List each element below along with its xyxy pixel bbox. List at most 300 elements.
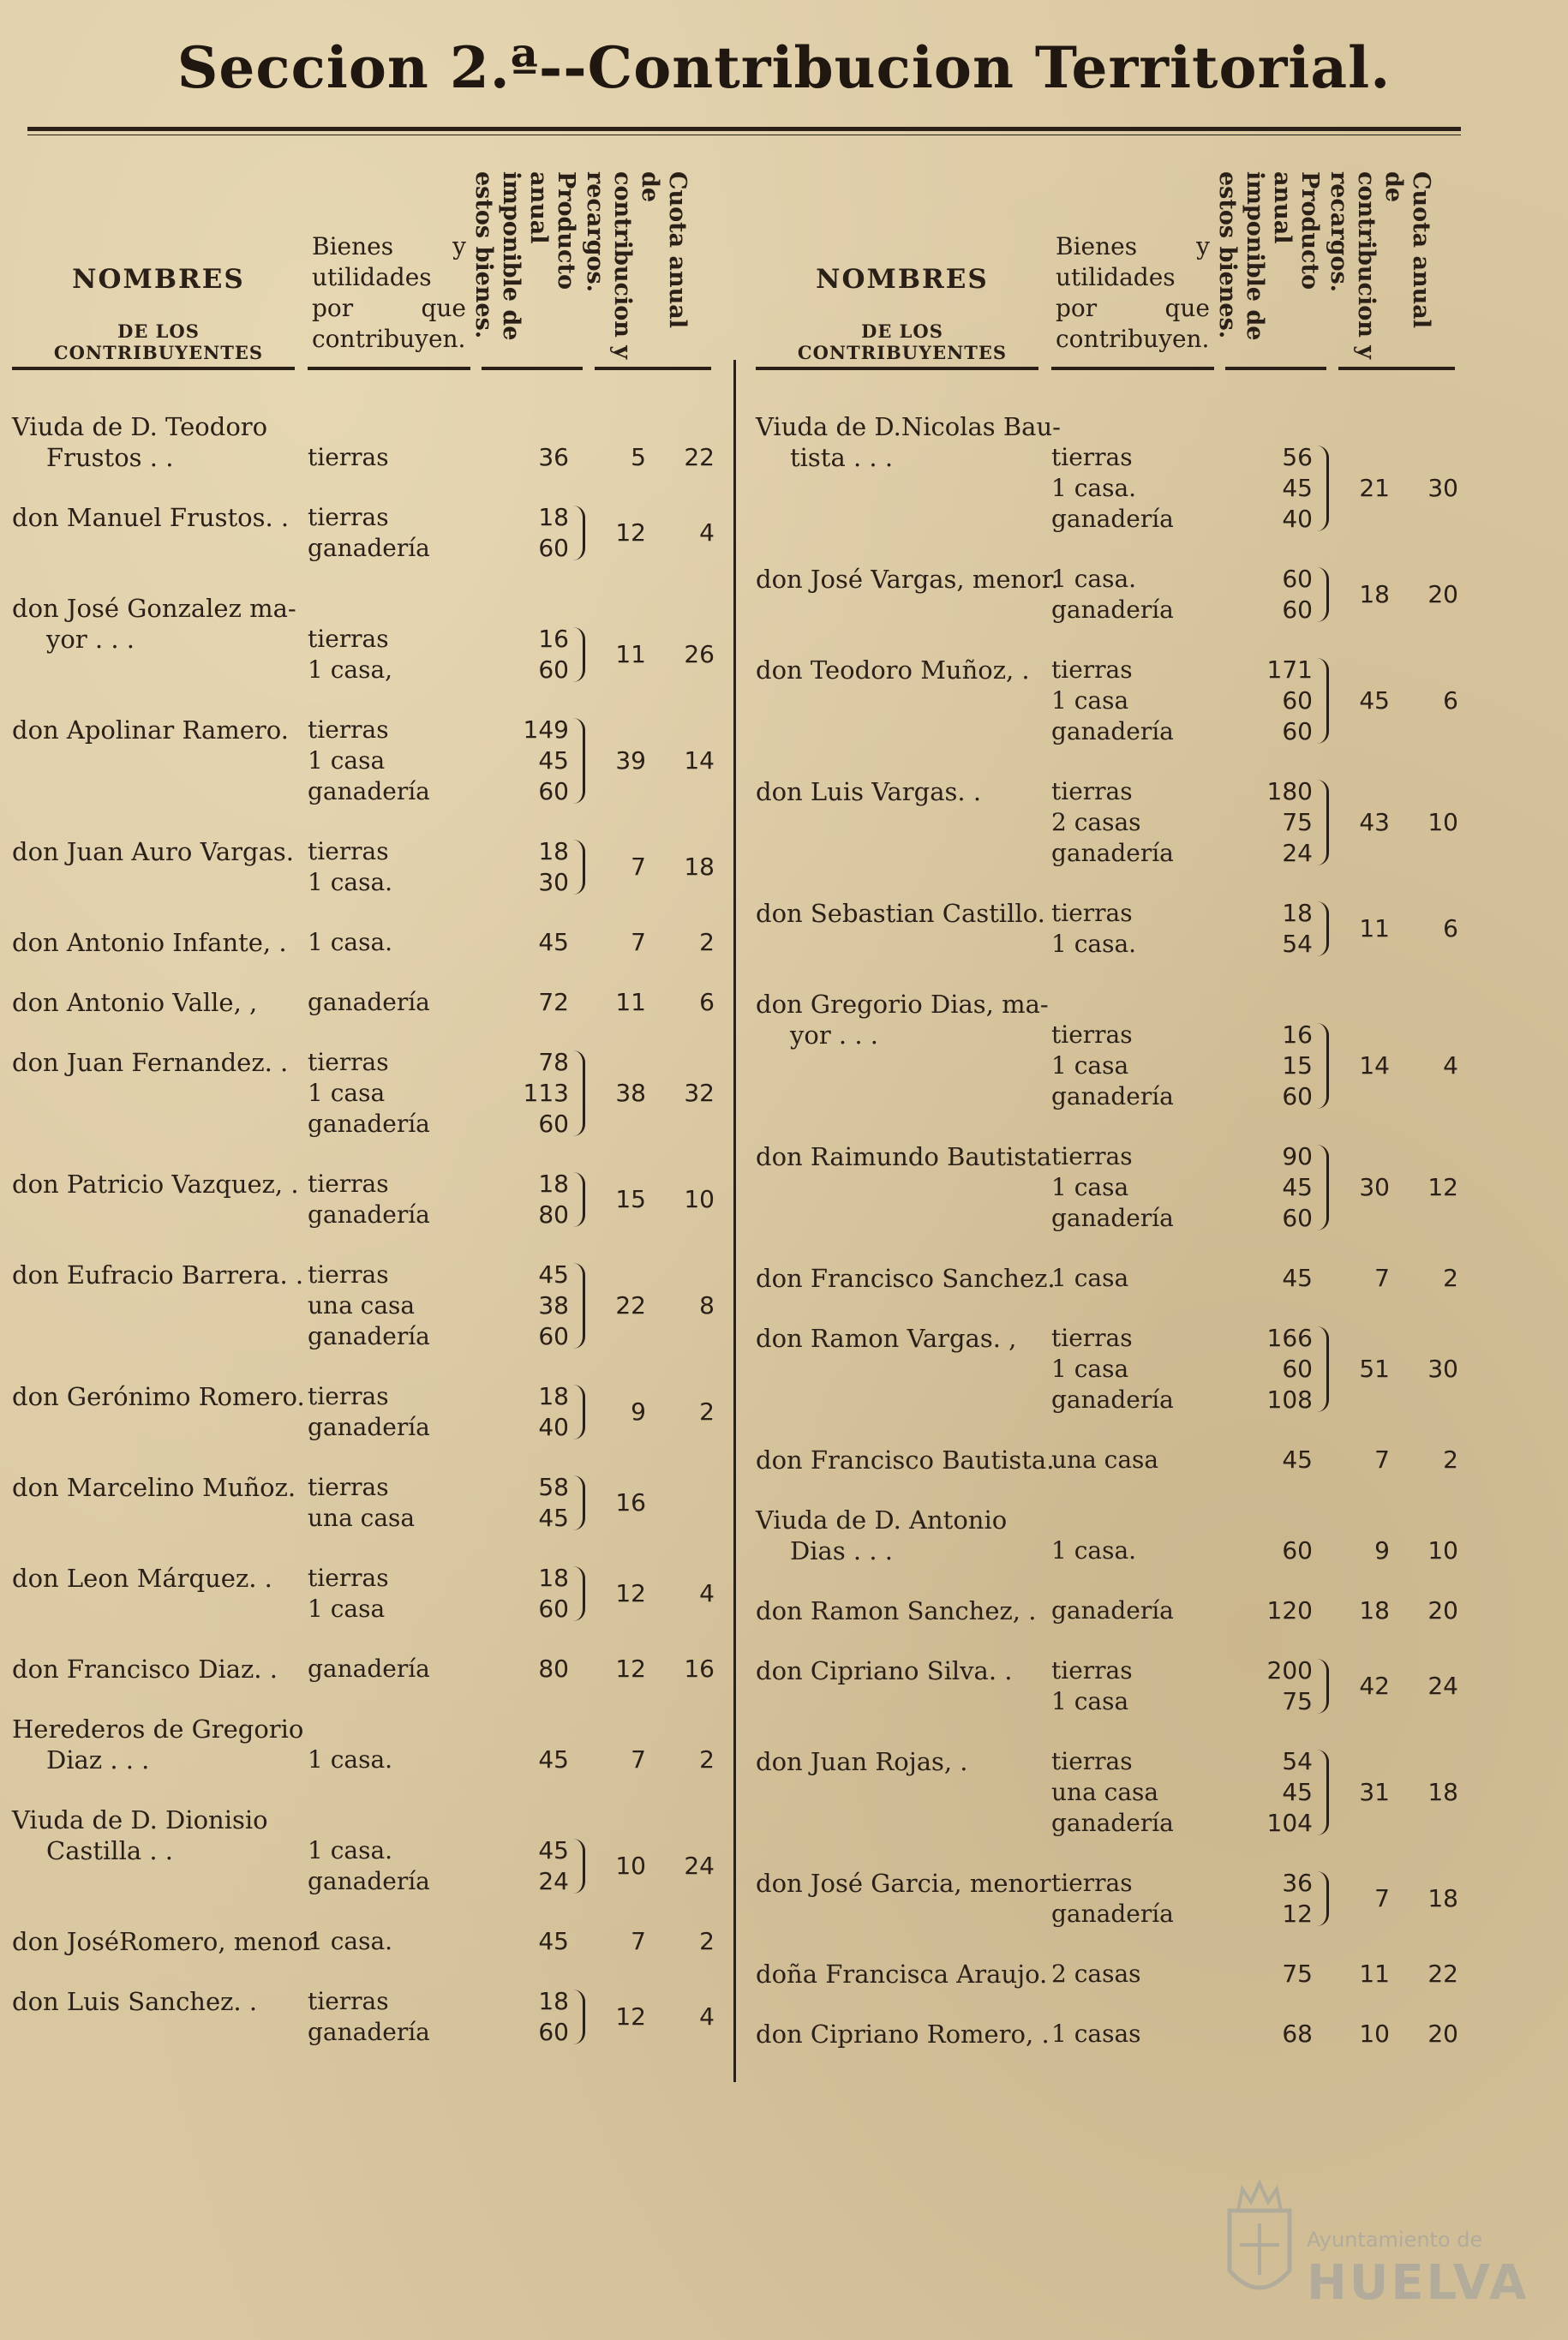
producto-value: 16 (538, 625, 569, 653)
contribuyente-name (12, 715, 303, 745)
cuota-maravedis: 18 (1427, 1884, 1458, 1912)
cuota-maravedis: 18 (684, 853, 715, 881)
name-line: Herederos de Gregorio (12, 1715, 304, 1744)
watermark-line2: HUELVA (1307, 2255, 1529, 2311)
bien-item: tierras (1051, 1747, 1133, 1775)
contribuyente-name (12, 1260, 303, 1290)
cuota-reales: 7 (631, 1745, 646, 1774)
column-divider (733, 360, 736, 2082)
bien-item: ganadería (308, 2018, 430, 2046)
contribuyente-name (756, 776, 1047, 807)
name-line: don Cipriano Romero, . (756, 2020, 1050, 2049)
header-producto (470, 171, 579, 360)
cuota-value (1347, 2019, 1458, 2050)
producto-list (492, 715, 569, 807)
bien-item: ganadería (1051, 839, 1174, 867)
producto-value: 60 (538, 655, 569, 684)
huelva-watermark (1212, 2168, 1529, 2322)
name-line: don Francisco Bautista. (756, 1445, 1055, 1475)
producto-value: 58 (538, 1473, 569, 1501)
producto-value: 171 (1266, 655, 1313, 684)
cuota-maravedis: 4 (1443, 1051, 1458, 1080)
bienes-list (308, 624, 479, 685)
list-item (12, 502, 720, 564)
producto-value: 45 (538, 1927, 569, 1955)
cuota-reales: 39 (615, 746, 646, 775)
name-line: don Luis Sanchez. . (12, 1987, 258, 2016)
producto-value: 68 (1282, 2020, 1313, 2048)
header-underline (12, 367, 295, 370)
producto-list (492, 1563, 569, 1625)
brace (1317, 1326, 1329, 1412)
cuota-maravedis: 10 (1427, 1536, 1458, 1565)
header-producto-text: Producto anual imponible de estos bienes. (470, 171, 579, 341)
name-line: don José Gonzalez ma- (12, 594, 296, 623)
cuota-value (1347, 1959, 1458, 1990)
list-item (12, 1804, 720, 1897)
bien-item: tierras (1051, 443, 1133, 471)
bienes-list (1051, 776, 1223, 869)
bien-item: 1 casa (1051, 1264, 1129, 1292)
brace (1317, 901, 1329, 956)
bien-item: 1 casa (308, 1079, 386, 1107)
cuota-reales: 12 (615, 2002, 646, 2031)
bien-item: tierras (308, 443, 389, 471)
name-line: Viuda de D. Dionisio (12, 1805, 268, 1834)
bien-item: tierras (308, 715, 389, 744)
cuota-value (603, 1078, 715, 1109)
cuota-reales: 18 (1359, 580, 1390, 608)
list-item (756, 411, 1463, 535)
producto-value: 104 (1266, 1809, 1313, 1837)
list-item (12, 1472, 720, 1534)
header-de-los-contribuyentes: DE LOS CONTRIBUYENTES (797, 320, 1008, 363)
contribuyente-name (12, 593, 303, 655)
name-line: Frustos . . (46, 443, 174, 472)
producto-value: 60 (1282, 1536, 1313, 1565)
name-line: don Teodoro Muñoz, . (756, 655, 1030, 685)
producto-value: 75 (1282, 1960, 1313, 1988)
cuota-reales: 10 (615, 1852, 646, 1880)
cuota-reales: 21 (1359, 474, 1390, 502)
cuota-value (603, 1851, 715, 1882)
header-underline (1225, 367, 1326, 370)
bienes-list (308, 1381, 479, 1443)
bien-item: 1 casa (308, 746, 386, 775)
list-item (756, 1263, 1463, 1294)
producto-value: 149 (523, 715, 569, 744)
cuota-value (603, 1926, 715, 1957)
bienes-list (1051, 1595, 1223, 1626)
cuota-reales: 38 (615, 1079, 646, 1107)
header-de-los-contribuyentes: DE LOS CONTRIBUYENTES (53, 320, 264, 363)
cuota-value (603, 927, 715, 958)
contribuyente-name (756, 1505, 1047, 1566)
producto-value: 54 (1282, 1747, 1313, 1775)
bien-item: 1 casa. (308, 928, 393, 956)
producto-value: 18 (538, 1987, 569, 2015)
bienes-list (1051, 1655, 1223, 1717)
cuota-maravedis: 6 (1443, 914, 1458, 943)
bien-item: ganadería (308, 1655, 430, 1683)
list-item (756, 898, 1463, 960)
contribuyente-name (12, 1047, 303, 1078)
bienes-list (1051, 1323, 1223, 1415)
cuota-value (603, 852, 715, 883)
name-line: Viuda de D. Teodoro (12, 412, 268, 441)
contribuyente-name (756, 1263, 1056, 1294)
cuota-maravedis: 20 (1427, 580, 1458, 608)
producto-value: 36 (1282, 1869, 1313, 1897)
producto-list (492, 1260, 569, 1352)
right-table (756, 163, 1463, 2099)
producto-list (1236, 898, 1313, 960)
cuota-reales: 7 (631, 1927, 646, 1955)
table-header (12, 163, 720, 377)
cuota-reales: 11 (1359, 914, 1390, 943)
producto-value: 60 (1282, 595, 1313, 624)
bien-item: 1 casa (1051, 1687, 1129, 1715)
name-line: don Francisco Diaz. . (12, 1655, 278, 1684)
producto-value: 18 (538, 1564, 569, 1592)
cuota-reales: 7 (631, 928, 646, 956)
bien-item: tierras (308, 1260, 389, 1289)
producto-value: 16 (1282, 1020, 1313, 1049)
bienes-list (1051, 1535, 1223, 1566)
name-line: don Marcelino Muñoz. (12, 1473, 296, 1502)
name-line: Dias . . . (790, 1536, 894, 1565)
cuota-reales: 11 (615, 988, 646, 1016)
producto-value: 45 (1282, 1778, 1313, 1806)
producto-list (492, 836, 569, 898)
bienes-list (1051, 1746, 1223, 1839)
page-title: Seccion 2.ª--Contribucion Territorial. (177, 34, 1391, 101)
producto-value: 60 (1282, 686, 1313, 715)
name-line: don Juan Fernandez. . (12, 1048, 289, 1077)
cuota-value (603, 1578, 715, 1609)
brace (1317, 658, 1329, 744)
contribuyente-name (756, 411, 1061, 473)
producto-value: 45 (1282, 474, 1313, 502)
producto-value: 60 (538, 1322, 569, 1350)
bien-item: ganadería (308, 988, 430, 1016)
cuota-maravedis: 32 (684, 1079, 715, 1107)
cuota-maravedis: 6 (1443, 686, 1458, 715)
name-line: don Patricio Vazquez, . (12, 1170, 299, 1199)
header-nombres: NOMBRES (816, 264, 989, 295)
producto-value: 60 (1282, 1204, 1313, 1232)
producto-value: 18 (1282, 899, 1313, 927)
bienes-list (308, 442, 479, 473)
cuota-reales: 9 (631, 1397, 646, 1426)
cuota-reales: 18 (1359, 1596, 1390, 1625)
cuota-value (603, 1487, 715, 1518)
brace (1317, 1023, 1329, 1109)
bienes-list (1051, 1445, 1223, 1475)
cuota-maravedis: 8 (699, 1291, 715, 1320)
cuota-value (603, 987, 715, 1018)
bienes-list (308, 1260, 479, 1352)
bien-item: ganadería (308, 777, 430, 805)
producto-value: 75 (1282, 808, 1313, 836)
cuota-maravedis: 20 (1427, 1596, 1458, 1625)
brace (573, 1385, 585, 1439)
cuota-reales: 14 (1359, 1051, 1390, 1080)
producto-value: 108 (1266, 1385, 1313, 1414)
cuota-reales: 7 (1374, 1884, 1390, 1912)
contribuyente-name (12, 1926, 315, 1957)
cuota-value (603, 1654, 715, 1685)
header-cuota-text: Cuota anual de contribucion y recargos. (1326, 171, 1434, 359)
producto-list (1236, 776, 1313, 869)
producto-value: 60 (538, 1595, 569, 1623)
producto-list (492, 1986, 569, 2048)
name-line: don José Vargas, menor. (756, 565, 1059, 594)
bienes-list (1051, 1263, 1223, 1294)
producto-value: 60 (1282, 1082, 1313, 1110)
producto-list (492, 1472, 569, 1534)
cuota-value (603, 442, 715, 473)
watermark-line1: Ayuntamiento de (1307, 2228, 1483, 2252)
brace (573, 1263, 585, 1349)
cuota-maravedis: 2 (1443, 1445, 1458, 1474)
bienes-list (1051, 655, 1223, 747)
producto-list (492, 927, 569, 958)
name-line: don Eufracio Barrera. . (12, 1260, 304, 1290)
contribuyente-name (12, 1169, 303, 1200)
cuota-maravedis: 30 (1427, 474, 1458, 502)
bien-item: 1 casas (1051, 2020, 1141, 2048)
cuota-reales: 15 (615, 1185, 646, 1213)
cuota-reales: 51 (1359, 1355, 1390, 1383)
bienes-list (1051, 1020, 1223, 1112)
bien-item: ganadería (1051, 1385, 1174, 1414)
bien-item: una casa (1051, 1778, 1159, 1806)
table-header (756, 163, 1463, 377)
name-line: don José Garcia, menor (756, 1869, 1051, 1898)
list-item (12, 593, 720, 685)
list-item (12, 1381, 720, 1443)
cuota-value (1347, 1263, 1458, 1294)
contribuyente-name (12, 1563, 303, 1594)
name-line: don Ramon Sanchez, . (756, 1596, 1037, 1625)
contribuyente-name (756, 1868, 1051, 1899)
producto-list (1236, 564, 1313, 625)
producto-list (1236, 1445, 1313, 1475)
bien-item: tierras (308, 1987, 389, 2015)
cuota-value (1347, 1354, 1458, 1385)
producto-value: 60 (1282, 1355, 1313, 1383)
cuota-maravedis: 26 (684, 640, 715, 668)
name-line: don Luis Vargas. . (756, 777, 982, 806)
bien-item: 2 casas (1051, 1960, 1141, 1988)
cuota-value (603, 2002, 715, 2032)
cuota-value (603, 1290, 715, 1321)
list-item (756, 564, 1463, 625)
producto-value: 45 (538, 746, 569, 775)
bien-item: ganadería (308, 1322, 430, 1350)
header-producto-text: Producto anual imponible de estos bienes. (1214, 171, 1323, 341)
name-line: don Antonio Infante, . (12, 928, 287, 957)
cuota-reales: 11 (615, 640, 646, 668)
producto-list (492, 1745, 569, 1775)
producto-value: 60 (538, 534, 569, 562)
header-cuota (1326, 171, 1434, 360)
producto-value: 45 (538, 928, 569, 956)
cuota-reales: 30 (1359, 1173, 1390, 1201)
bien-item: 1 casa. (308, 1927, 393, 1955)
header-producto (1214, 171, 1323, 360)
contribuyente-name (756, 1959, 1047, 1990)
brace (573, 1990, 585, 2044)
bien-item: ganadería (1051, 717, 1174, 745)
cuota-reales: 9 (1374, 1536, 1390, 1565)
contribuyente-name (756, 564, 1059, 595)
cuota-maravedis: 22 (1427, 1960, 1458, 1988)
cuota-reales: 43 (1359, 808, 1390, 836)
bien-item: ganadería (308, 1110, 430, 1138)
bien-item: tierras (1051, 1324, 1133, 1352)
brace (573, 1475, 585, 1530)
name-line: Viuda de D. Antonio (756, 1505, 1008, 1535)
bien-item: ganadería (1051, 1596, 1174, 1625)
bienes-list (308, 715, 479, 807)
brace (1317, 1750, 1329, 1835)
producto-value: 60 (538, 777, 569, 805)
cuota-maravedis: 2 (1443, 1264, 1458, 1292)
bienes-list (308, 1986, 479, 2048)
producto-list (492, 1835, 569, 1897)
cuota-value (1347, 1883, 1458, 1914)
producto-value: 45 (1282, 1173, 1313, 1201)
header-underline (756, 367, 1038, 370)
left-table (12, 163, 720, 2099)
bien-item: tierras (308, 625, 389, 653)
list-item (12, 1986, 720, 2048)
producto-value: 80 (538, 1200, 569, 1229)
cuota-maravedis: 2 (699, 928, 715, 956)
header-underline (1051, 367, 1214, 370)
cuota-value (1347, 913, 1458, 944)
producto-value: 24 (1282, 839, 1313, 867)
producto-list (1236, 1655, 1313, 1717)
bien-item: 1 casa. (308, 1745, 393, 1774)
producto-value: 40 (1282, 505, 1313, 533)
producto-value: 45 (1282, 1445, 1313, 1474)
bien-item: ganadería (1051, 505, 1174, 533)
contribuyente-name (12, 1381, 303, 1412)
cuota-maravedis: 10 (684, 1185, 715, 1213)
cuota-value (1347, 1535, 1458, 1566)
producto-list (492, 1381, 569, 1443)
producto-value: 30 (538, 868, 569, 896)
producto-value: 18 (538, 503, 569, 531)
bienes-list (308, 836, 479, 898)
name-line: don Cipriano Silva. . (756, 1656, 1013, 1685)
cuota-maravedis: 14 (684, 746, 715, 775)
cuota-reales: 11 (1359, 1960, 1390, 1988)
bien-item: 1 casa (1051, 686, 1129, 715)
list-item (12, 1926, 720, 1957)
cuota-maravedis: 16 (684, 1655, 715, 1683)
cuota-reales: 10 (1359, 2020, 1390, 2048)
cuota-maravedis: 18 (1427, 1778, 1458, 1806)
list-item (12, 1654, 720, 1685)
cuota-reales: 7 (1374, 1445, 1390, 1474)
name-line: don Manuel Frustos. . (12, 503, 290, 532)
cuota-maravedis: 2 (699, 1397, 715, 1426)
contribuyente-name (12, 1986, 303, 2017)
producto-list (1236, 1323, 1313, 1415)
cuota-reales: 16 (615, 1488, 646, 1517)
bien-item: 1 casa, (308, 655, 393, 684)
bien-item: una casa (1051, 1445, 1159, 1474)
name-line: don Leon Márquez. . (12, 1564, 272, 1593)
bien-item: tierras (1051, 777, 1133, 805)
cuota-maravedis: 2 (699, 1927, 715, 1955)
bienes-list (308, 1563, 479, 1625)
brace (573, 840, 585, 895)
producto-value: 45 (538, 1836, 569, 1864)
producto-value: 45 (538, 1504, 569, 1532)
producto-list (1236, 1746, 1313, 1839)
producto-list (1236, 1595, 1313, 1626)
cuota-value (603, 1397, 715, 1427)
cuota-value (603, 1184, 715, 1215)
bien-item: ganadería (1051, 1082, 1174, 1110)
contribuyente-name (12, 411, 303, 473)
header-names (756, 264, 1049, 363)
cuota-reales: 5 (631, 443, 646, 471)
list-item (756, 2019, 1463, 2050)
producto-list (1236, 1141, 1313, 1234)
list-item (756, 655, 1463, 747)
name-line: doña Francisca Araujo. (756, 1960, 1048, 1989)
contribuyente-name (756, 989, 1047, 1050)
brace (573, 718, 585, 804)
brace (1317, 780, 1329, 865)
bien-item: 1 casa. (1051, 930, 1137, 958)
contribuyente-name (12, 927, 303, 958)
bien-item: tierras (1051, 1020, 1133, 1049)
bienes-list (308, 987, 479, 1018)
producto-list (1236, 1959, 1313, 1990)
name-line: don Ramon Vargas. , (756, 1324, 1017, 1353)
header-underline (308, 367, 470, 370)
bien-item: 1 casa. (1051, 1536, 1137, 1565)
cuota-value (603, 518, 715, 548)
bien-item: tierras (1051, 1869, 1133, 1897)
bienes-list (308, 927, 479, 958)
list-item (12, 715, 720, 807)
producto-value: 18 (538, 837, 569, 865)
brace (1317, 1871, 1329, 1926)
list-item (12, 836, 720, 898)
cuota-maravedis: 4 (699, 2002, 715, 2031)
bienes-list (1051, 2019, 1223, 2050)
list-item (756, 776, 1463, 869)
contribuyente-name (12, 836, 303, 867)
producto-value: 36 (538, 443, 569, 471)
list-item (12, 927, 720, 958)
cuota-maravedis: 22 (684, 443, 715, 471)
list-item (756, 1323, 1463, 1415)
producto-value: 60 (1282, 565, 1313, 593)
list-item (756, 1141, 1463, 1234)
bien-item: ganadería (1051, 1900, 1174, 1928)
name-line: tista . . . (790, 443, 894, 472)
contribuyente-name (756, 1655, 1047, 1686)
